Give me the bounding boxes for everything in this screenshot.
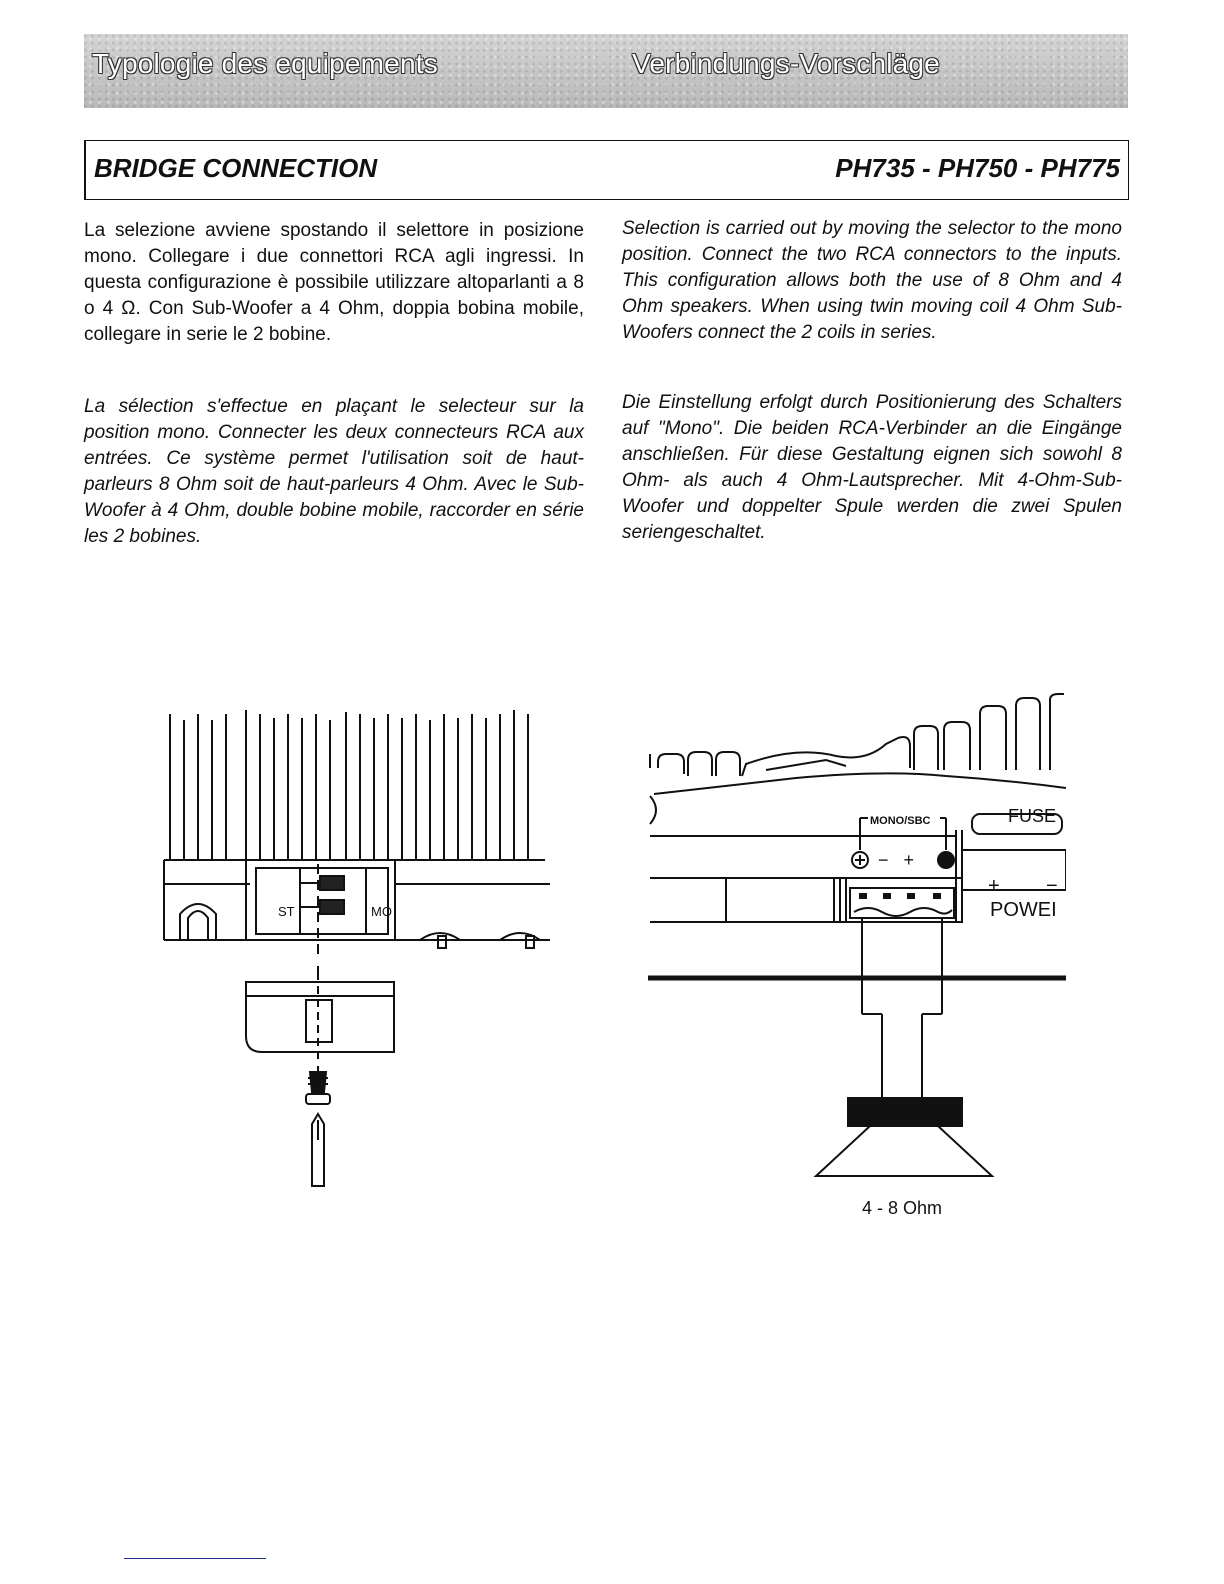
power-label: POWEI — [990, 899, 1057, 921]
speaker-wires — [862, 918, 942, 1098]
amplifier-case — [648, 694, 1066, 978]
power-plus-sign: + — [988, 875, 1000, 897]
screw-icon — [306, 1066, 330, 1104]
model-numbers: PH735 - PH750 - PH775 — [835, 153, 1120, 183]
mono-sbc-label: MONO/SBC — [870, 815, 931, 827]
section-title: BRIDGE CONNECTION — [94, 153, 378, 183]
footer-rule — [124, 1558, 266, 1559]
minus-terminal-icon — [938, 852, 954, 868]
section-title-box — [84, 140, 1129, 200]
st-label: ST — [278, 904, 295, 919]
selector-switch-diagram — [150, 700, 580, 1200]
heatsink-fins — [170, 710, 528, 860]
bridge-wiring-diagram — [646, 690, 1066, 1230]
paragraph-italian: La selezione avviene spostando il selettore in posizione mono. Collegare i due connettori RCA agli ingressi. In questa configurazione è possibile utilizzare altoparlanti a 8 o 4 Ω. Con Sub-Woofer a 4 Ohm, doppia bobina mobile, collegare in serie le 2 bobine. — [84, 220, 584, 345]
speaker-impedance-caption: 4 - 8 Ohm — [862, 1198, 943, 1218]
terminal-signs: − + — [878, 850, 915, 870]
power-minus-sign: − — [1046, 875, 1058, 897]
paragraph-german: Die Einstellung erfolgt durch Positionierung des Schalters auf "Mono". Die beiden RCA-Verbinder an die Eingänge anschließen. Für diese Gestaltung eignen sich sowohl 8 Ohm- als auch 4 Ohm-Lautsprecher. Mit 4-Ohm-Sub-Woofer und doppelter Spule werden die zwei Spulen seriengeschaltet. — [622, 392, 1122, 543]
terminal-block — [850, 888, 954, 918]
header-left-title: Typologie des equipements — [92, 48, 438, 79]
speaker-icon — [816, 1098, 992, 1176]
fuse-label: FUSE — [1008, 806, 1057, 826]
mo-label: MO — [371, 904, 392, 919]
screwdriver-icon — [312, 1114, 324, 1186]
paragraph-french: La sélection s'effectue en plaçant le selecteur sur la position mono. Connecter les deux connecteurs RCA aux entrées. Ce système permet l'utilisation soit de haut-parleurs 8 Ohm soit de haut-parleurs 4 Ohm. Avec le Sub-Woofer à 4 Ohm, double bobine mobile, raccorder en série les 2 bobines. — [84, 396, 584, 547]
header-right-title: Verbindungs-Vorschläge — [632, 48, 940, 79]
header-banner — [84, 34, 1128, 108]
paragraph-english: Selection is carried out by moving the selector to the mono position. Connect the two RCA connectors to the inputs. This configuration allows both the use of 8 Ohm and 4 Ohm speakers. When using twin moving coil 4 Ohm Sub-Woofers connect the 2 coils in series. — [622, 218, 1122, 343]
